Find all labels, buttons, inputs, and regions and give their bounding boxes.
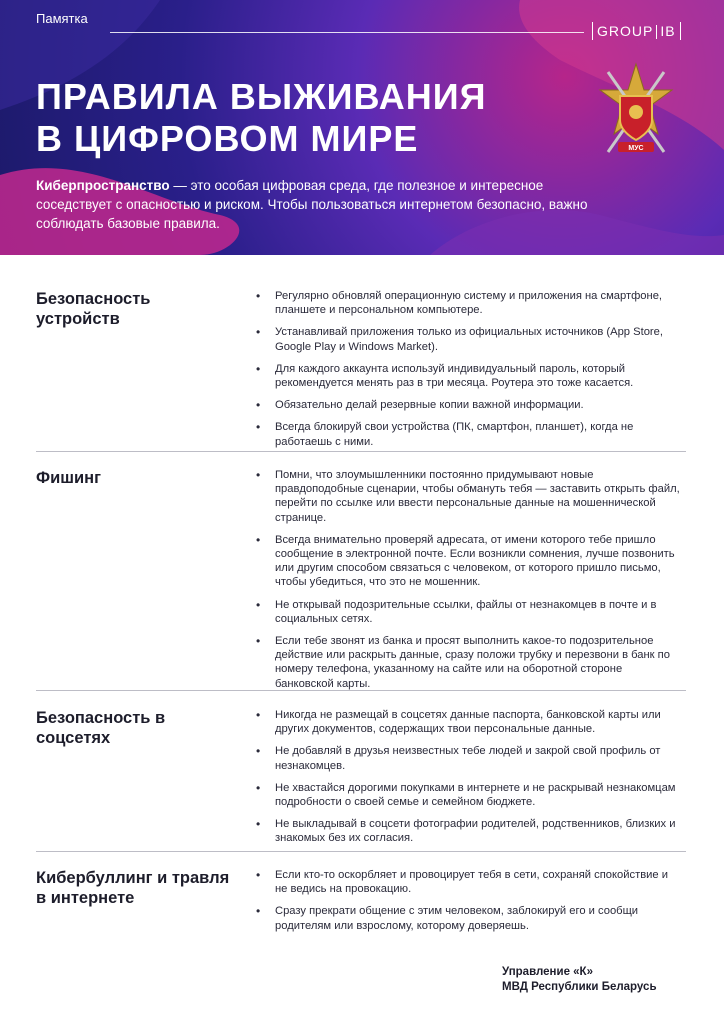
item-text: Не выкладывай в соцсети фотографии родителей, родственников, близких и знакомых без их согласия.	[275, 818, 676, 845]
intro-text	[36, 176, 596, 233]
rules-list	[253, 289, 683, 457]
memo-label: Памятка	[36, 11, 88, 26]
list-item: • Всегда внимательно проверяй адресата, от имени которого тебе пришло сообщение в электронной почте. Если возникли сомнения, лучше позвонить или другим способом связаться с человеком, от которого пришло письмо, чтобы убедиться, что это не мошенник.	[256, 532, 675, 589]
header-rule	[110, 32, 584, 33]
item-text: Для каждого аккаунта используй индивидуальный пароль, который рекомендуется менять раз в три месяца. Роутера это тоже касается.	[275, 362, 634, 390]
list-item: • Всегда блокируй свои устройства (ПК, смартфон, планшет), когда не работаешь с ними.	[256, 420, 634, 448]
list-item: • Не добавляй в друзья неизвестных тебе людей и закрой свой профиль от незнакомцев.	[256, 744, 661, 772]
item-text: Регулярно обновляй операционную систему и приложения на смартфоне, планшете и персональном компьютере.	[275, 290, 663, 317]
list-item: • Не хвастайся дорогими покупками в интернете и не раскрывай незнакомцам подробности о своей семье и семейном бюджете.	[256, 780, 676, 809]
item-text: Не открывай подозрительные ссылки, файлы от незнакомцев в почте и в социальных сетях.	[275, 598, 657, 625]
item-text: Сразу прекрати общение с этим человеком, заблокируй его и сообщи родителям или взрослому, которому доверяешь.	[275, 905, 639, 932]
list-item: • Никогда не размещай в соцсетях данные паспорта, банковской карты или других документов, содержащих твои персональные данные.	[256, 708, 661, 736]
list-item: • Сразу прекрати общение с этим человеком, заблокируй его и сообщи родителям или взрослому, которому доверяешь.	[256, 904, 639, 932]
section-title: Безопасность в соцсетях	[36, 709, 166, 747]
police-emblem-icon	[598, 62, 674, 162]
footer-issuer	[502, 965, 657, 995]
item-text: Не добавляй в друзья неизвестных тебе людей и закрой свой профиль от незнакомцев.	[275, 745, 661, 772]
list-item: • Регулярно обновляй операционную систему и приложения на смартфоне, планшете и персональном компьютере.	[256, 289, 663, 317]
item-text: Всегда внимательно проверяй адресата, от имени которого тебе пришло сообщение в электронной почте. Если возникли сомнения, лучше позвонить или другим способом связаться с человеком, от которого пришло письмо, чтобы убедиться, что это не мошенник.	[275, 533, 675, 589]
section-title: Кибербуллинг и травля в интернете	[36, 869, 230, 907]
list-item: • Не выкладывай в соцсети фотографии родителей, родственников, близких и знакомых без их согласия.	[256, 817, 676, 845]
brand-left: GROUP	[597, 23, 654, 39]
rules-list	[253, 708, 683, 854]
page-title	[36, 76, 486, 160]
list-item: • Если кто-то оскорбляет и провоцирует тебя в сети, сохраняй спокойствие и не ведись на провокацию.	[256, 868, 668, 896]
list-item: • Устанавливай приложения только из официальных источников (App Store, Google Play и Windows Market).	[256, 325, 663, 353]
rules-list	[253, 868, 683, 941]
item-text: Устанавливай приложения только из официальных источников (App Store, Google Play и Windows Market).	[275, 326, 663, 353]
item-text: Никогда не размещай в соцсетях данные паспорта, банковской карты или других документов, содержащих твои персональные данные.	[275, 709, 661, 736]
rules-list	[253, 468, 683, 699]
header-banner	[0, 0, 724, 255]
list-item: • Для каждого аккаунта используй индивидуальный пароль, который рекомендуется менять раз в три месяца. Роутера это тоже касается.	[256, 361, 634, 390]
intro-bold: Киберпространство	[36, 178, 170, 193]
section-divider	[36, 690, 686, 691]
footer-line-2: МВД Республики Беларусь	[502, 981, 657, 993]
item-text: Помни, что злоумышленники постоянно придумывают новые правдоподобные сценарии, чтобы обмануть тебя — заставить открыть файл, перейти по ссылке или ввести персональные данные на мошеннической странице.	[275, 469, 680, 524]
intro-rest: — это особая цифровая среда, где полезное и интересное соседствует с опасностью и риском. Чтобы пользоваться интернетом безопасно, важно соблюдать базовые правила.	[36, 178, 588, 231]
section-title: Фишинг	[36, 469, 101, 487]
item-text: Если тебе звонят из банка и просят выполнить какое-то подозрительное действие или раскрыть данные, сразу положи трубку и перезвони в банк по номеру телефона, указанному на сайте или на оборотной стороне банковской карты.	[275, 635, 670, 690]
item-text: Всегда блокируй свои устройства (ПК, смартфон, планшет), когда не работаешь с ними.	[275, 421, 634, 448]
list-item: • Обязательно делай резервные копии важной информации.	[256, 398, 584, 413]
footer-line-1: Управление «К»	[502, 966, 593, 978]
title-line-2: В ЦИФРОВОМ МИРЕ	[36, 118, 419, 159]
group-ib-logo	[592, 22, 681, 40]
list-item: • Помни, что злоумышленники постоянно придумывают новые правдоподобные сценарии, чтобы обмануть тебя — заставить открыть файл, перейти по ссылке или ввести персональные данные на мошеннической странице.	[256, 468, 680, 524]
brand-right: IB	[660, 23, 676, 39]
item-text: Обязательно делай резервные копии важной информации.	[275, 399, 584, 412]
section-divider	[36, 451, 686, 452]
section-divider	[36, 851, 686, 852]
emblem-text: МУС	[628, 145, 644, 152]
item-text: Не хвастайся дорогими покупками в интернете и не раскрывай незнакомцам подробности о своей семье и семейном бюджете.	[275, 781, 676, 809]
title-line-1: ПРАВИЛА ВЫЖИВАНИЯ	[36, 76, 487, 117]
list-item: • Не открывай подозрительные ссылки, файлы от незнакомцев в почте и в социальных сетях.	[256, 597, 657, 625]
item-text: Если кто-то оскорбляет и провоцирует тебя в сети, сохраняй спокойствие и не ведись на провокацию.	[275, 869, 668, 896]
section-title: Безопасность устройств	[36, 290, 151, 328]
list-item: • Если тебе звонят из банка и просят выполнить какое-то подозрительное действие или раскрыть данные, сразу положи трубку и перезвони в банк по номеру телефона, указанному на сайте или на оборотной стороне банковской карты.	[256, 634, 670, 690]
